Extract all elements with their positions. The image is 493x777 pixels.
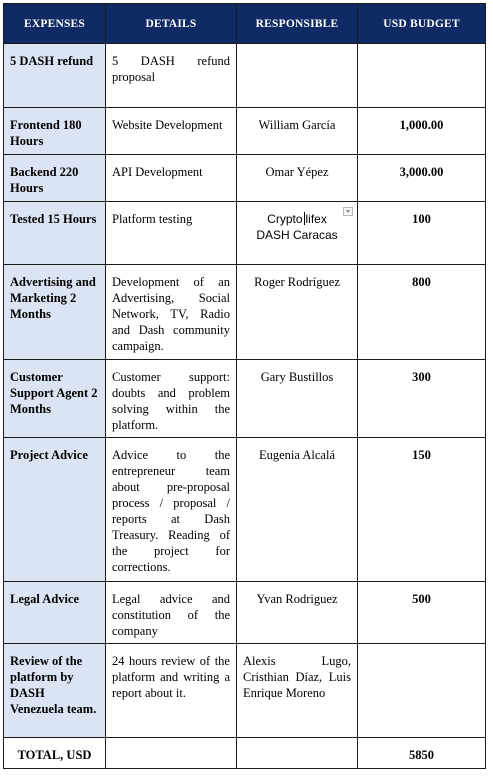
table-row [4, 108, 486, 155]
total-label[interactable]: TOTAL, USD [4, 738, 106, 769]
expense-cell[interactable]: Customer Support Agent 2 Months [4, 360, 106, 438]
responsible-cell[interactable]: William García [237, 108, 358, 155]
responsible-name-part: lifex [305, 212, 327, 226]
expense-cell[interactable]: Review of the platform by DASH Venezuela team. [4, 644, 106, 738]
responsible-cell[interactable] [237, 44, 358, 108]
total-row [4, 738, 486, 769]
budget-cell[interactable]: 1,000.00 [358, 108, 486, 155]
details-cell[interactable]: Customer support: doubts and problem solving within the platform. [106, 360, 237, 438]
budget-cell[interactable]: 300 [358, 360, 486, 438]
budget-cell[interactable] [358, 44, 486, 108]
budget-cell[interactable]: 100 [358, 202, 486, 265]
text-cursor [304, 212, 305, 225]
budget-table [3, 3, 486, 769]
responsible-cell[interactable]: Omar Yépez [237, 155, 358, 202]
dropdown-arrow-icon[interactable] [343, 207, 353, 216]
header-details: DETAILS [106, 4, 237, 44]
budget-cell[interactable]: 3,000.00 [358, 155, 486, 202]
responsible-cell[interactable]: Alexis Lugo, Cristhian Díaz, Luis Enrique Moreno [237, 644, 358, 738]
details-cell[interactable]: API Development [106, 155, 237, 202]
details-cell[interactable]: Platform testing [106, 202, 237, 265]
table-row [4, 265, 486, 360]
table-row [4, 360, 486, 438]
budget-cell[interactable] [358, 644, 486, 738]
responsible-name-part: Crypto [267, 212, 303, 226]
table-row [4, 44, 486, 108]
details-cell[interactable]: Website Development [106, 108, 237, 155]
responsible-cell[interactable]: Gary Bustillos [237, 360, 358, 438]
header-budget: USD BUDGET [358, 4, 486, 44]
responsible-cell[interactable] [237, 202, 358, 265]
budget-cell[interactable]: 150 [358, 438, 486, 582]
header-expenses: EXPENSES [4, 4, 106, 44]
table-row [4, 202, 486, 265]
details-cell[interactable]: Legal advice and constitution of the company [106, 582, 237, 644]
header-responsible: RESPONSIBLE [237, 4, 358, 44]
details-cell[interactable]: 5 DASH refund proposal [106, 44, 237, 108]
responsible-cell[interactable]: Roger Rodríguez [237, 265, 358, 360]
expense-cell[interactable]: Project Advice [4, 438, 106, 582]
details-cell[interactable]: Development of an Advertising, Social Network, TV, Radio and Dash community campaign. [106, 265, 237, 360]
total-responsible-cell[interactable] [237, 738, 358, 769]
responsible-cell[interactable]: Eugenia Alcalá [237, 438, 358, 582]
table-row [4, 644, 486, 738]
budget-cell[interactable]: 500 [358, 582, 486, 644]
details-cell[interactable]: 24 hours review of the platform and writing a report about it. [106, 644, 237, 738]
expense-cell[interactable]: Frontend 180 Hours [4, 108, 106, 155]
total-details-cell[interactable] [106, 738, 237, 769]
expense-cell[interactable]: Backend 220 Hours [4, 155, 106, 202]
expense-cell[interactable]: Advertising and Marketing 2 Months [4, 265, 106, 360]
header-row [4, 4, 486, 44]
table-row [4, 582, 486, 644]
responsible-org: DASH Caracas [256, 228, 338, 242]
expense-cell[interactable]: Legal Advice [4, 582, 106, 644]
details-cell[interactable]: Advice to the entrepreneur team about pre-proposal process / proposal / reports at Dash Treasury. Reading of the project for corrections. [106, 438, 237, 582]
table-row [4, 155, 486, 202]
budget-cell[interactable]: 800 [358, 265, 486, 360]
expense-cell[interactable]: 5 DASH refund [4, 44, 106, 108]
total-budget-value[interactable]: 5850 [358, 738, 486, 769]
table-row [4, 438, 486, 582]
responsible-cell[interactable]: Yvan Rodriguez [237, 582, 358, 644]
expense-cell[interactable]: Tested 15 Hours [4, 202, 106, 265]
